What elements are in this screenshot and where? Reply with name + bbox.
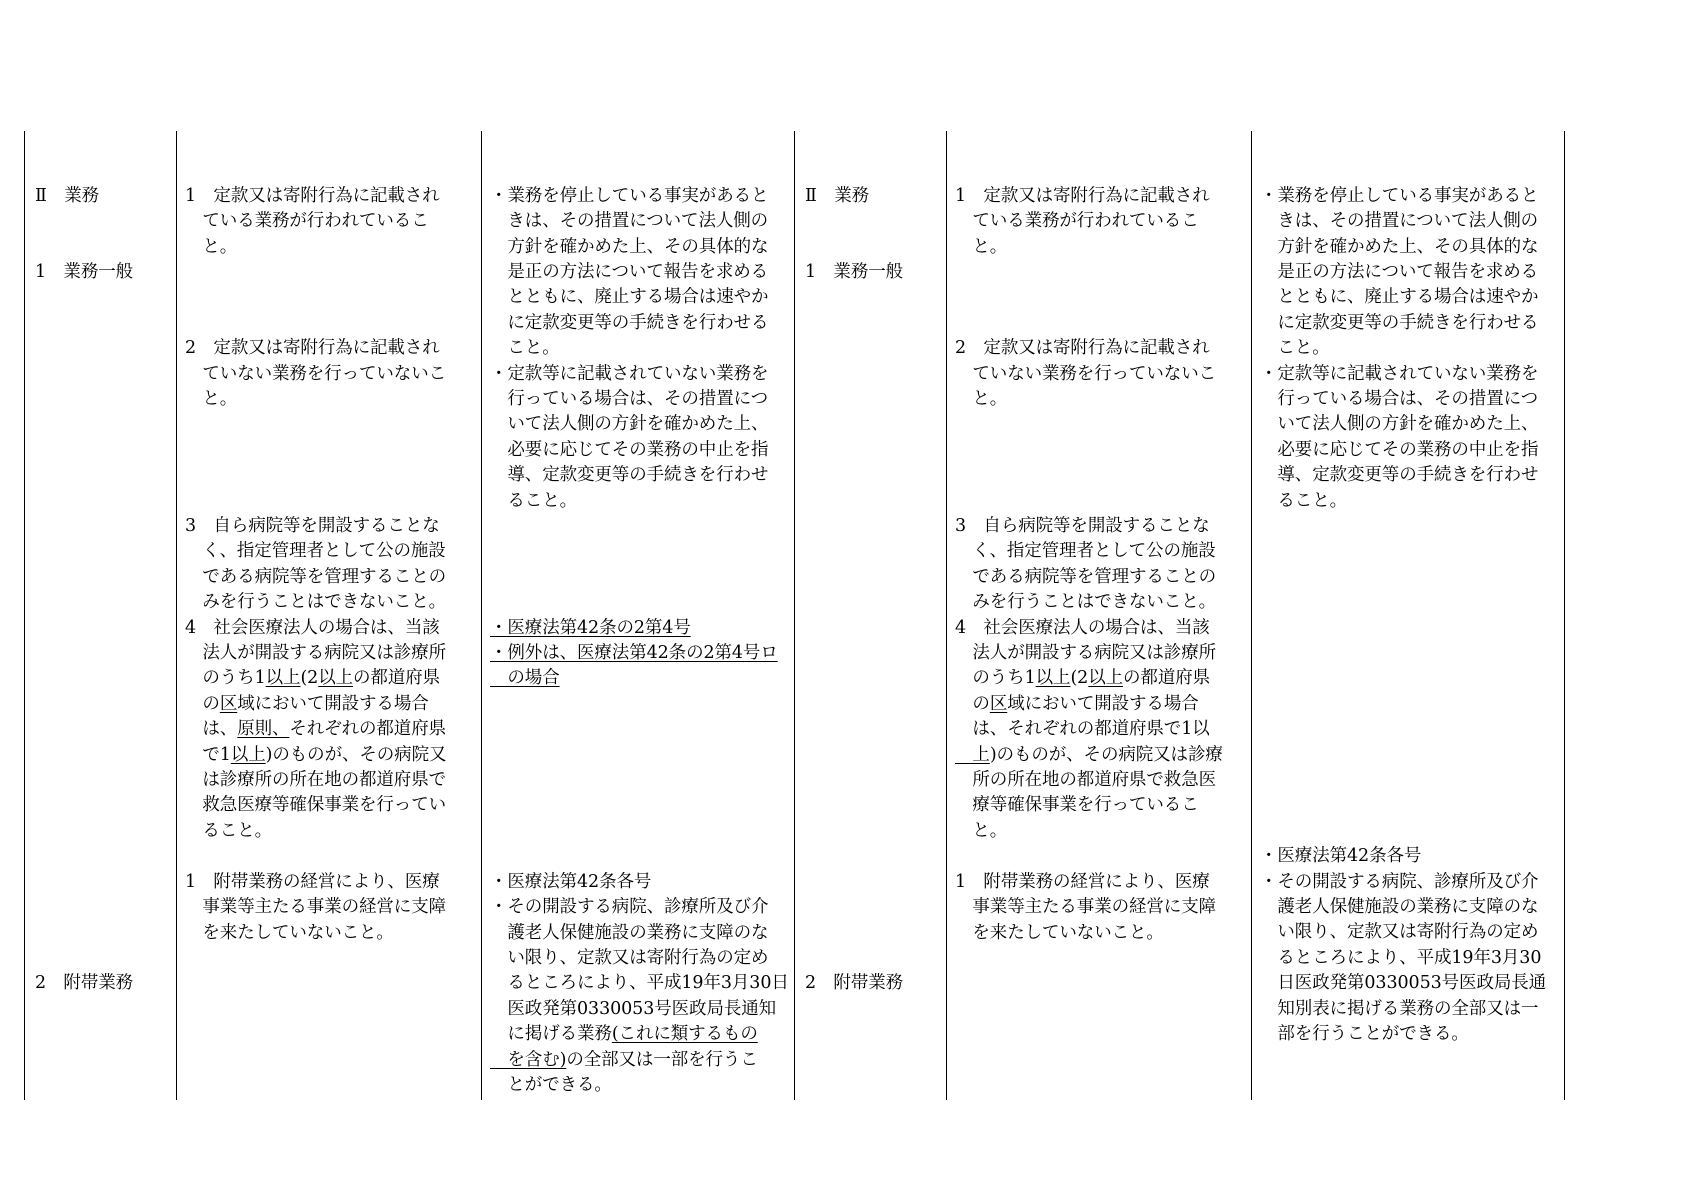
- text-line: [955, 666, 1247, 691]
- text-line: るところにより、平成19年3月30: [1260, 947, 1542, 968]
- text-line: 行っている場合は、その措置につ: [490, 389, 769, 410]
- table-row-body: [25, 131, 1565, 1100]
- underlined-run: 以上: [230, 744, 266, 765]
- text-run: 護老人保健施設の業務に支障のな: [490, 922, 769, 943]
- text-line: きは、その措置について法人側の: [1260, 211, 1539, 232]
- underlined-run: 以上: [318, 668, 354, 689]
- text-line: を来たしていないこと。: [955, 922, 1164, 943]
- text-line: 是正の方法について報告を求める: [490, 262, 769, 283]
- text-line: とともに、廃止する場合は速やか: [1260, 287, 1539, 308]
- text-line: [185, 819, 477, 844]
- underlined-run: 区: [989, 693, 1008, 714]
- text-run: 法人が開設する病院又は診療所: [955, 643, 1216, 664]
- text-line: である病院等を管理することの: [185, 566, 446, 587]
- text-run: )のものが、その病院又: [265, 744, 447, 765]
- text-line: 日医政発第0330053号医政局長通: [1260, 973, 1547, 994]
- remark-item: [1260, 870, 1560, 1048]
- text-line: [185, 717, 477, 742]
- left-section-headings: [35, 133, 172, 336]
- underlined-run: 以上: [1088, 668, 1124, 689]
- text-line: とともに、廃止する場合は速やか: [490, 287, 769, 308]
- right-heading-column: [795, 131, 947, 1100]
- text-run: の: [185, 693, 220, 714]
- text-line: ていない業務を行っていないこ: [955, 363, 1216, 384]
- text-line: ていない業務を行っていないこ: [185, 363, 446, 384]
- text-run: 所の所在地の都道府県で救急医: [955, 770, 1216, 791]
- comparison-table: [24, 131, 1565, 1100]
- text-run: のうち1: [185, 668, 266, 689]
- list-item: [185, 514, 477, 616]
- remark-item: [1260, 362, 1560, 514]
- text-line: ること。: [1260, 490, 1347, 511]
- right-subsection-incidental-wrap: [805, 920, 942, 1047]
- text-line: 2 定款又は寄附行為に記載され: [955, 338, 1210, 359]
- text-run: は診療所の所在地の都道府県で: [185, 770, 446, 791]
- text-run: い限り、定款又は寄附行為の定め: [490, 947, 769, 968]
- text-line: 必要に応じてその業務の中止を指: [1260, 439, 1539, 460]
- text-line: [490, 895, 790, 920]
- text-line: [185, 743, 477, 768]
- text-line: と。: [185, 236, 238, 257]
- text-line: [955, 819, 1247, 844]
- text-run: 療等確保事業を行っているこ: [955, 795, 1199, 816]
- underlined-run: 区: [219, 693, 238, 714]
- text-line: [490, 1022, 790, 1047]
- text-run: の: [955, 693, 990, 714]
- text-line: い限り、定款又は寄附行為の定め: [1260, 922, 1539, 943]
- text-line: 事業等主たる事業の経営に支障: [185, 897, 446, 918]
- text-line: [490, 946, 790, 971]
- text-line: と。: [955, 389, 1008, 410]
- text-run: 救急医療等確保事業を行ってい: [185, 795, 446, 816]
- text-run: の都道府県: [353, 668, 441, 689]
- text-line: いて法人側の方針を確かめた上、: [1260, 414, 1539, 435]
- left-heading-column: [25, 131, 177, 1100]
- text-line: ・医療法第42条の2第4号: [490, 617, 691, 638]
- text-line: 部を行うことができる。: [1260, 1024, 1469, 1045]
- remark-item-underlined: [490, 641, 790, 692]
- left-subsection-incidental: 2 附帯業務: [35, 973, 134, 994]
- text-line: ・業務を停止している事実があると: [1260, 185, 1539, 206]
- list-item: [955, 336, 1247, 412]
- list-item: [185, 870, 477, 946]
- text-line: 方針を確かめた上、その具体的な: [1260, 236, 1539, 257]
- text-line: を来たしていないこと。: [185, 922, 394, 943]
- list-item: [185, 184, 477, 260]
- remark-item: [490, 895, 790, 1098]
- text-line: 事業等主たる事業の経営に支障: [955, 897, 1216, 918]
- text-line: と。: [185, 389, 238, 410]
- text-line: [955, 616, 1247, 641]
- list-item: [185, 616, 477, 845]
- underlined-run: (これに類するもの: [611, 1024, 758, 1045]
- right-subsection-incidental: 2 附帯業務: [805, 973, 904, 994]
- right-section-headings: [805, 133, 942, 336]
- right-detail-column: [947, 131, 1252, 1100]
- text-run: とができる。: [490, 1074, 612, 1095]
- right-subsection-general: 1 業務一般: [805, 262, 904, 283]
- text-line: に定款変更等の手続きを行わせる: [490, 312, 769, 333]
- list-item: [955, 514, 1247, 616]
- text-line: [185, 616, 477, 641]
- text-line: ・定款等に記載されていない業務を: [490, 363, 769, 384]
- text-line: 方針を確かめた上、その具体的な: [490, 236, 769, 257]
- text-run: 4 社会医療法人の場合は、当該: [185, 617, 440, 638]
- text-line: いて法人側の方針を確かめた上、: [490, 414, 769, 435]
- text-run: それぞれの都道府県: [289, 719, 447, 740]
- text-line: ・その開設する病院、診療所及び介: [1260, 871, 1539, 892]
- text-run: (2: [1070, 668, 1089, 689]
- text-line: ・定款等に記載されていない業務を: [1260, 363, 1539, 384]
- text-line: みを行うことはできないこと。: [955, 592, 1216, 613]
- text-line: ること。: [490, 490, 577, 511]
- right-remarks-column: [1252, 131, 1565, 1100]
- text-run: で1: [185, 744, 231, 765]
- text-line: [955, 641, 1247, 666]
- remark-item: [1260, 844, 1560, 869]
- text-line: みを行うことはできないこと。: [185, 592, 446, 613]
- underlined-run: 上: [955, 744, 990, 765]
- text-run: ること。: [185, 820, 272, 841]
- list-item: [955, 184, 1247, 260]
- text-line: ・例外は、医療法第42条の2第4号ロ: [490, 643, 778, 664]
- left-subsection-incidental-wrap: [35, 920, 172, 1047]
- text-line: 護老人保健施設の業務に支障のな: [1260, 897, 1539, 918]
- text-run: は、: [185, 719, 238, 740]
- text-line: [185, 768, 477, 793]
- remark-item: [1260, 184, 1560, 362]
- right-section-title: Ⅱ 業務: [805, 185, 869, 206]
- text-line: 是正の方法について報告を求める: [1260, 262, 1539, 283]
- text-run: は、それぞれの都道府県で1以: [955, 719, 1210, 740]
- text-run: のうち1: [955, 668, 1036, 689]
- text-line: ・医療法第42条各号: [490, 871, 652, 892]
- left-subsection-general: 1 業務一般: [35, 262, 134, 283]
- text-line: こと。: [1260, 338, 1330, 359]
- text-line: に定款変更等の手続きを行わせる: [1260, 312, 1539, 333]
- list-item: [955, 616, 1247, 845]
- text-run: の都道府県: [1123, 668, 1211, 689]
- text-line: の場合: [490, 668, 560, 689]
- text-line: [955, 768, 1247, 793]
- text-line: [185, 793, 477, 818]
- list-item: [955, 870, 1247, 946]
- underlined-run: 原則、: [237, 719, 290, 740]
- underlined-run: 以上: [265, 668, 301, 689]
- text-line: である病院等を管理することの: [955, 566, 1216, 587]
- text-line: 1 附帯業務の経営により、医療: [185, 871, 440, 892]
- text-line: ている業務が行われているこ: [955, 211, 1199, 232]
- text-line: [490, 1073, 790, 1098]
- text-line: こと。: [490, 338, 560, 359]
- text-line: く、指定管理者として公の施設: [955, 541, 1216, 562]
- text-run: 医政発第0330053号医政局長通知: [490, 998, 777, 1019]
- text-run: )のものが、その病院又は診療: [989, 744, 1223, 765]
- text-line: [490, 1048, 790, 1073]
- underlined-run: を含む): [490, 1049, 567, 1070]
- text-line: 2 定款又は寄附行為に記載され: [185, 338, 440, 359]
- text-line: 3 自ら病院等を開設することな: [955, 516, 1210, 537]
- text-line: 導、定款変更等の手続きを行わせ: [490, 465, 769, 486]
- text-run: ・その開設する病院、診療所及び介: [490, 897, 769, 918]
- left-detail-column: [177, 131, 482, 1100]
- underlined-run: 以上: [1035, 668, 1071, 689]
- text-run: 域において開設する場合: [1007, 693, 1199, 714]
- text-line: ている業務が行われているこ: [185, 211, 429, 232]
- text-run: に掲げる業務: [490, 1024, 612, 1045]
- text-run: (2: [300, 668, 319, 689]
- text-line: 3 自ら病院等を開設することな: [185, 516, 440, 537]
- text-line: [955, 717, 1247, 742]
- text-line: と。: [955, 236, 1008, 257]
- left-section-title: Ⅱ 業務: [35, 185, 99, 206]
- remark-item: [490, 870, 790, 895]
- text-line: [490, 997, 790, 1022]
- remark-item-underlined: [490, 616, 790, 641]
- text-line: [185, 641, 477, 666]
- text-line: 行っている場合は、その措置につ: [1260, 389, 1539, 410]
- text-line: 1 定款又は寄附行為に記載され: [185, 185, 440, 206]
- text-line: [185, 692, 477, 717]
- text-line: 必要に応じてその業務の中止を指: [490, 439, 769, 460]
- text-line: 導、定款変更等の手続きを行わせ: [1260, 465, 1539, 486]
- left-remarks-column: [482, 131, 795, 1100]
- text-run: 域において開設する場合: [237, 693, 429, 714]
- text-line: [185, 666, 477, 691]
- text-line: [490, 971, 790, 996]
- text-line: ・業務を停止している事実があると: [490, 185, 769, 206]
- text-line: 1 附帯業務の経営により、医療: [955, 871, 1210, 892]
- text-line: [955, 743, 1247, 768]
- text-line: [955, 692, 1247, 717]
- text-line: [955, 793, 1247, 818]
- text-line: 1 定款又は寄附行為に記載され: [955, 185, 1210, 206]
- remark-item: [490, 184, 790, 362]
- text-run: 4 社会医療法人の場合は、当該: [955, 617, 1210, 638]
- text-line: [490, 921, 790, 946]
- text-run: るところにより、平成19年3月30日: [490, 973, 789, 994]
- text-run: と。: [955, 820, 1008, 841]
- list-item: [185, 336, 477, 412]
- text-line: きは、その措置について法人側の: [490, 211, 769, 232]
- text-line: ・医療法第42条各号: [1260, 846, 1422, 867]
- remark-item: [490, 362, 790, 514]
- text-run: の全部又は一部を行うこ: [566, 1049, 758, 1070]
- comparison-table-wrapper: [24, 131, 1564, 1095]
- text-line: く、指定管理者として公の施設: [185, 541, 446, 562]
- text-line: 知別表に掲げる業務の全部又は一: [1260, 998, 1539, 1019]
- text-run: 法人が開設する病院又は診療所: [185, 643, 446, 664]
